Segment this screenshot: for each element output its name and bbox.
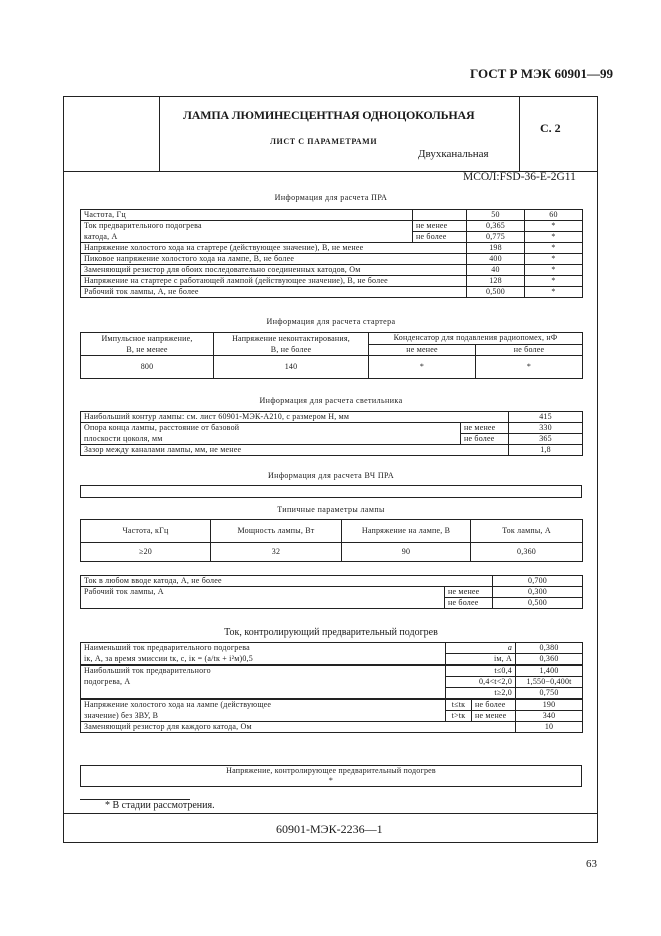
sheet-subtitle: ЛИСТ С ПАРАМЕТРАМИ [270,137,378,146]
preheat-table [80,642,583,733]
preheat-row-symbol: 0,4<t<2,0 [446,677,516,688]
table-row [81,654,583,666]
luminaire-row-label: плоскости цоколя, мм [81,434,461,445]
starter-header-capacitor: Конденсатор для подавления радиопомех, нФ [369,333,583,345]
preheat-row-label [81,688,446,700]
lamp-type: Двухканальная [418,148,489,160]
starter-header-max: не более [476,344,583,356]
hf-section-title: Информация для расчета ВЧ ПРА [267,471,395,480]
document-number: 60901-МЭК-2236—1 [276,822,383,836]
luminaire-row-value: 415 [509,412,583,423]
pra-row-label: Заменяющий резистор для обоих последовательно соединенных катодов, Ом [81,265,467,276]
pra-row-label: Ток предварительного подогрева [81,221,413,232]
typical-value-voltage: 90 [342,543,471,562]
luminaire-section-title: Информация для расчета светильника [259,396,403,405]
luminaire-row-value: 330 [509,423,583,434]
pra-row-label: Напряжение холостого хода на стартере (действующее значение), В, не менее [81,243,467,254]
currents-row-qualifier: не более [445,598,493,609]
frame-vline-right [519,97,520,171]
currents-row-qualifier: не менее [445,587,493,598]
preheat-row-value: 1,550−0,400t [516,677,583,688]
table-row [81,276,583,287]
typical-header-current: Ток лампы, А [471,520,583,543]
table-row [81,688,583,700]
starter-header-noncontact [214,333,369,356]
voltage-table [80,765,582,787]
table-row [81,776,582,787]
preheat-row-label: значение) без ЗВУ, В [81,711,446,722]
luminaire-table [80,411,583,456]
table-row [81,445,583,456]
pra-row-value-60hz: * [525,254,583,265]
voltage-value: * [81,776,582,787]
table-row [81,543,583,562]
pra-row-value-60hz: * [525,287,583,298]
starter-value-cap-min: * [369,356,476,379]
frame-divider-bottom [64,813,597,814]
preheat-row-label: Наименьший ток предварительного подогрева [81,643,446,654]
pra-row-value-50hz: 128 [467,276,525,287]
table-row [81,587,583,598]
pra-row-value-50hz: 400 [467,254,525,265]
starter-value-cap-max: * [476,356,583,379]
luminaire-row-qualifier: не более [461,434,509,445]
pra-row-value-60hz: * [525,232,583,243]
luminaire-row-label: Опора конца лампы, расстояние от базовой [81,423,461,434]
pra-row-value-50hz: 40 [467,265,525,276]
typical-value-power: 32 [211,543,342,562]
pra-row-value-50hz: 0,500 [467,287,525,298]
luminaire-row-label: Зазор между каналами лампы, мм, не менее [81,445,509,456]
preheat-row-symbol: t>tк [446,711,472,722]
currents-row-value: 0,500 [493,598,583,609]
luminaire-row-value: 1,8 [509,445,583,456]
page-number: 63 [586,858,597,870]
pra-row-label: Напряжение на стартере с работающей лампой (действующее значение), В, не более [81,276,467,287]
pra-row-qualifier: не менее [413,221,467,232]
table-row [81,356,583,379]
pra-row-value-50hz: 0,365 [467,221,525,232]
typical-value-current: 0,360 [471,543,583,562]
pra-row-label: катода, А [81,232,413,243]
table-row [81,333,583,345]
starter-header-noncontact-line1: Напряжение неконтактирования, [232,334,350,343]
starter-header-impulse-line1: Импульсное напряжение, [101,334,193,343]
typical-value-frequency: ≥20 [81,543,211,562]
table-row [81,766,582,777]
pra-row-value-60hz: * [525,243,583,254]
preheat-row-label: iк, А, за время эмиссии tк, с, iк = (a/tк + i²м)0,5 [81,654,446,666]
preheat-row-label: Заменяющий резистор для каждого катода, Ом [81,722,516,733]
typical-header-voltage: Напряжение на лампе, В [342,520,471,543]
typical-section-title: Типичные параметры лампы [277,505,385,514]
table-row [81,643,583,654]
preheat-row-label: Наибольший ток предварительного [81,665,446,677]
pra-row-value-50hz: 198 [467,243,525,254]
pra-row-value-60hz: * [525,221,583,232]
starter-section-title: Информация для расчета стартера [266,317,396,326]
table-row [81,210,583,221]
voltage-title: Напряжение, контролирующее предварительный подогрев [81,766,582,777]
pra-table [80,209,583,298]
pra-row-value-60hz: * [525,265,583,276]
preheat-row-label: подогрева, А [81,677,446,688]
table-row [81,287,583,298]
luminaire-row-label: Наибольший контур лампы: см. лист 60901-МЭК-А210, с размером H, мм [81,412,509,423]
preheat-row-value: 190 [516,699,583,711]
sheet-title: ЛАМПА ЛЮМИНЕСЦЕНТНАЯ ОДНОЦОКОЛЬНАЯ [183,108,475,122]
table-row [81,711,583,722]
frame-vline-left [159,97,160,171]
typical-header-frequency: Частота, кГц [81,520,211,543]
pra-row-value-50hz: 50 [467,210,525,221]
luminaire-row-value: 365 [509,434,583,445]
pra-section-title: Информация для расчета ПРА [274,193,388,202]
lamp-designation: МСОЛ:FSD-36-E-2G11 [463,171,576,183]
starter-header-noncontact-line2: В, не более [270,345,312,354]
pra-row-qualifier [413,210,467,221]
pra-row-label: Пиковое напряжение холостого хода на лампе, В, не более [81,254,467,265]
hf-empty-box [80,485,582,498]
footnote: * В стадии рассмотрения. [105,800,215,811]
table-row [81,665,583,677]
luminaire-row-qualifier: не менее [461,423,509,434]
table-row [81,434,583,445]
table-row [81,423,583,434]
pra-row-label: Частота, Гц [81,210,413,221]
currents-row-value: 0,700 [493,576,583,587]
table-row [81,243,583,254]
sheet-page: С. 2 [540,121,561,135]
table-row [81,722,583,733]
table-row [81,576,583,587]
currents-table [80,575,583,609]
starter-table [80,332,583,379]
preheat-row-value: 0,380 [516,643,583,654]
preheat-row-value: 0,360 [516,654,583,666]
starter-header-min: не менее [369,344,476,356]
currents-row-label: Ток в любом вводе катода, А, не более [81,576,493,587]
table-row [81,699,583,711]
table-row [81,677,583,688]
preheat-row-qualifier: не более [472,699,516,711]
preheat-row-symbol: t≤0,4 [446,665,516,677]
starter-value-impulse: 800 [81,356,214,379]
typical-table [80,519,583,562]
table-row [81,412,583,423]
table-row [81,520,583,543]
currents-row-label: Рабочий ток лампы, А [81,587,445,609]
typical-header-power: Мощность лампы, Вт [211,520,342,543]
table-row [81,221,583,232]
preheat-row-value: 340 [516,711,583,722]
currents-row-value: 0,300 [493,587,583,598]
preheat-section-title: Ток, контролирующий предварительный подогрев [224,627,438,638]
preheat-row-symbol: a [446,643,516,654]
starter-header-impulse-line2: В, не менее [126,345,168,354]
preheat-row-label: Напряжение холостого хода на лампе (действующее [81,699,446,711]
table-row [81,232,583,243]
table-row [81,265,583,276]
preheat-row-qualifier: не менее [472,711,516,722]
preheat-row-symbol: iм, А [446,654,516,666]
pra-row-label: Рабочий ток лампы, А, не более [81,287,467,298]
preheat-row-value: 1,400 [516,665,583,677]
pra-row-qualifier: не более [413,232,467,243]
pra-row-value-60hz: 60 [525,210,583,221]
starter-header-impulse [81,333,214,356]
preheat-row-value: 10 [516,722,583,733]
preheat-row-symbol: t≥2,0 [446,688,516,700]
gost-header: ГОСТ Р МЭК 60901—99 [470,66,613,81]
pra-row-value-50hz: 0,775 [467,232,525,243]
pra-row-value-60hz: * [525,276,583,287]
table-row [81,254,583,265]
starter-value-noncontact: 140 [214,356,369,379]
preheat-row-symbol: t≤tк [446,699,472,711]
preheat-row-value: 0,750 [516,688,583,700]
